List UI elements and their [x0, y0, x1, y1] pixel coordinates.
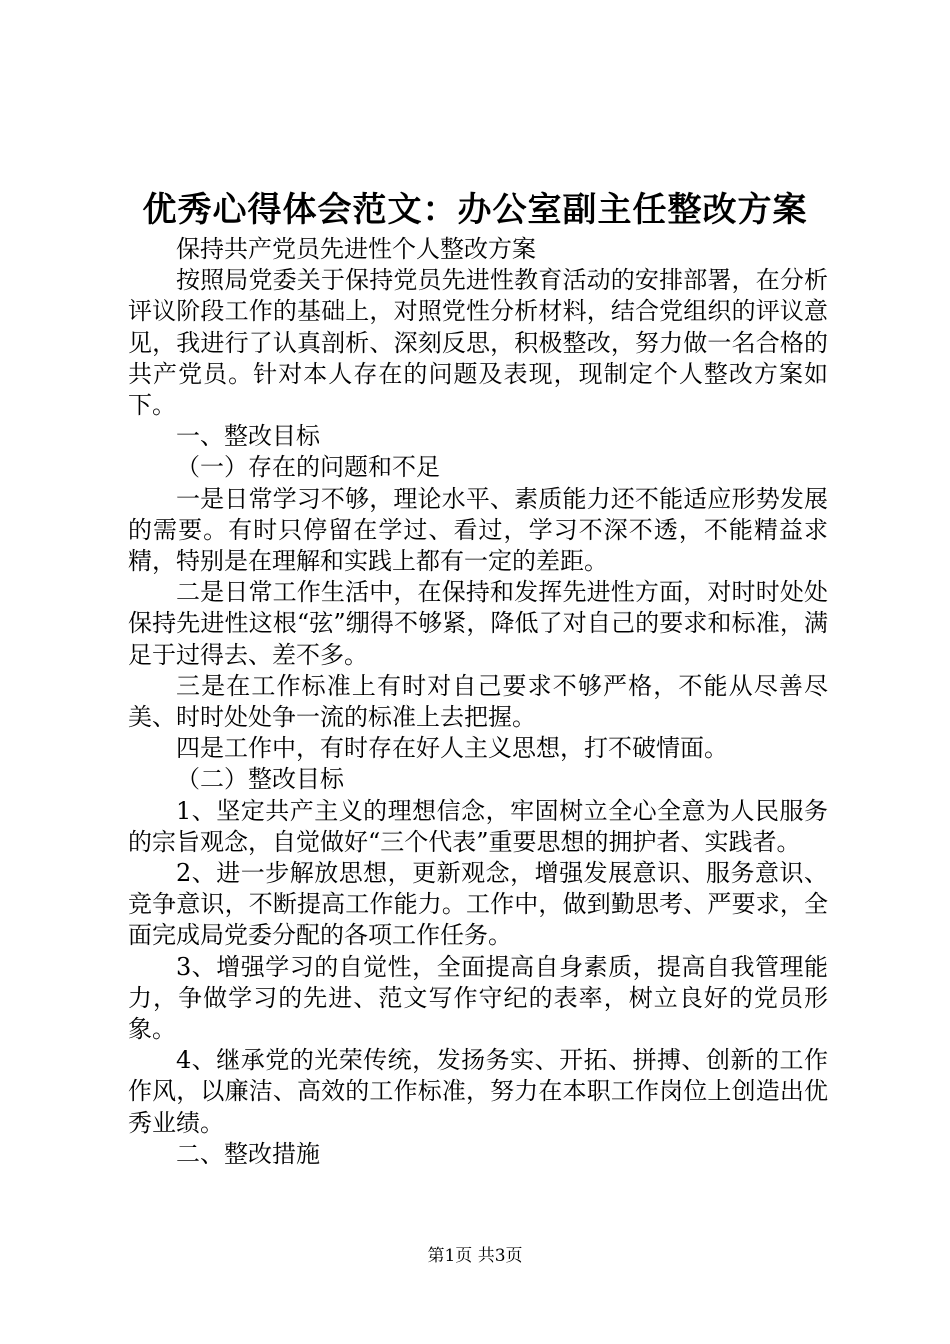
subtitle-line: 保持共产党员先进性个人整改方案: [176, 235, 536, 263]
problem-paragraph-1: 一是日常学习不够，理论水平、素质能力还不能适应形势发展的需要。有时只停留在学过、看过，学习不深不透，不能精益求精，特别是在理解和实践上都有一定的差距。: [128, 484, 828, 576]
document-body: [128, 234, 828, 1170]
subsection-heading-goals: （二）整改目标: [176, 765, 344, 794]
section-heading-goals: 一、整改目标: [176, 422, 320, 451]
goal-paragraph-4: 4、继承党的光荣传统，发扬务实、开拓、拼搏、创新的工作作风，以廉洁、高效的工作标准，努力在本职工作岗位上创造出优秀业绩。: [128, 1046, 828, 1137]
problem-paragraph-2: 二是日常工作生活中，在保持和发挥先进性方面，对时时处处保持先进性这根“弦”绷得不够紧，降低了对自己的要求和标准，满足于过得去、差不多。: [128, 578, 828, 669]
goal-paragraph-2: 2、进一步解放思想，更新观念，增强发展意识、服务意识、竞争意识，不断提高工作能力。工作中，做到勤思考、严要求，全面完成局党委分配的各项工作任务。: [128, 859, 828, 950]
subsection-heading-problems: （一）存在的问题和不足: [176, 453, 440, 482]
goal-paragraph-1: 1、坚定共产主义的理想信念，牢固树立全心全意为人民服务的宗旨观念，自觉做好“三个代表”重要思想的拥护者、实践者。: [128, 796, 828, 856]
problem-paragraph-4: 四是工作中，有时存在好人主义思想，打不破情面。: [176, 734, 728, 763]
document-title: 优秀心得体会范文：办公室副主任整改方案: [142, 190, 808, 230]
problem-paragraph-3: 三是在工作标准上有时对自己要求不够严格，不能从尽善尽美、时时处处争一流的标准上去把握。: [128, 671, 828, 732]
section-heading-measures: 二、整改措施: [176, 1139, 320, 1168]
page-footer: 第1页 共3页: [427, 1246, 523, 1266]
intro-paragraph: 按照局党委关于保持党员先进性教育活动的安排部署，在分析评议阶段工作的基础上，对照党性分析材料，结合党组织的评议意见，我进行了认真剖析、深刻反思，积极整改，努力做一名合格的共产党员。针对本人存在的问题及表现，现制定个人整改方案如下。: [128, 266, 828, 420]
goal-paragraph-3: 3、增强学习的自觉性，全面提高自身素质，提高自我管理能力，争做学习的先进、范文写作守纪的表率，树立良好的党员形象。: [128, 952, 828, 1044]
